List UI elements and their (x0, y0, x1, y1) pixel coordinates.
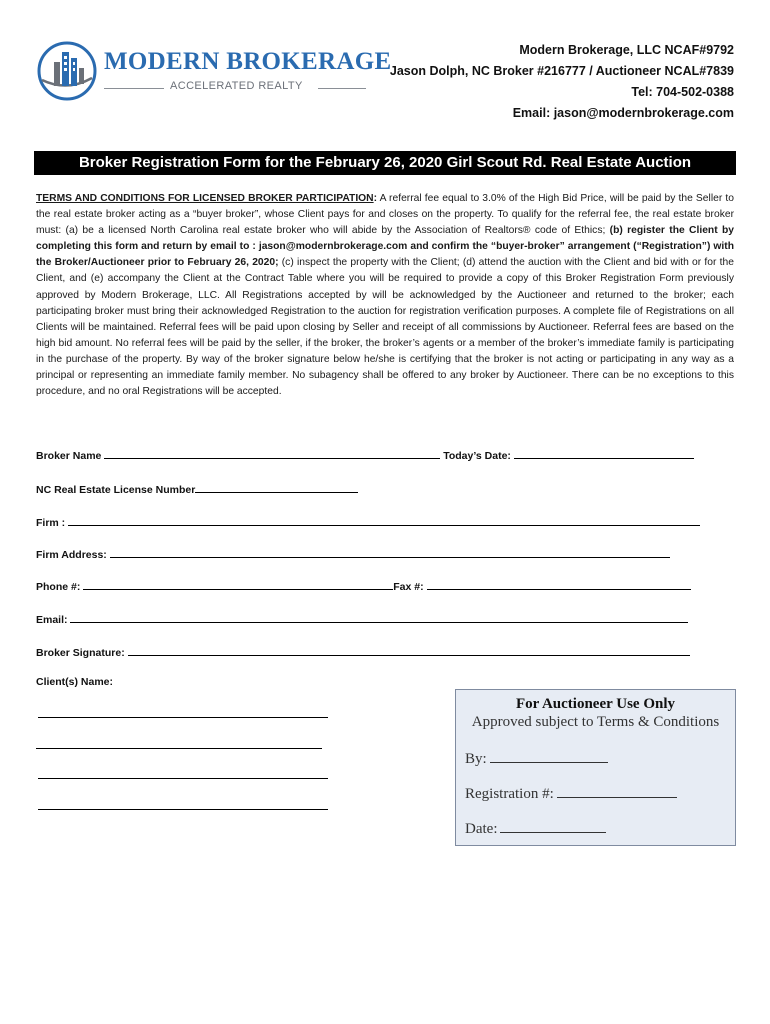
firm-address-label: Firm Address: (36, 549, 107, 561)
auctioneer-box-subtitle: Approved subject to Terms & Conditions (471, 714, 720, 730)
logo-tagline-row (104, 80, 366, 96)
firm-field[interactable] (68, 515, 700, 526)
email-field[interactable] (70, 612, 688, 623)
fax-label: Fax #: (393, 581, 424, 593)
logo-wordmark: MODERN BROKERAGE (104, 48, 392, 75)
signature-field[interactable] (128, 645, 690, 656)
clients-label-row (36, 676, 113, 688)
email-line: Email: jason@modernbrokerage.com (512, 106, 734, 120)
broker-name-label: Broker Name (36, 450, 102, 462)
logo-rule-right (318, 88, 366, 89)
registration-number-label: Registration #: (465, 786, 554, 802)
form-title: Broker Registration Form for the February 26, 2020 Girl Scout Rd. Real Estate Auction (34, 151, 736, 175)
terms-heading-colon: : (373, 193, 378, 204)
firm-label: Firm : (36, 517, 66, 529)
firm-address-field[interactable] (110, 547, 670, 558)
approved-by-row (465, 750, 608, 768)
company-logo (36, 40, 392, 102)
todays-date-field[interactable] (514, 448, 694, 459)
license-label: NC Real Estate License Number (36, 484, 196, 496)
approval-date-label: Date: (465, 821, 498, 837)
terms-text-part2: (c) inspect the property with the Client; (d) attend the auction with the Client and bid with or for the Client, and (e) accompany the Client at the Contract Table where you will be required to provide a copy of this Broker Registration Form previously approved by Modern Brokerage, LLC. All Registrations accepted by will be acknowledged by the Auctioneer and returned to the broker; each participating broker must bring their acknowledged Registration to the auction for registration verification purposes. A complete file of Registrations on all Clients will be maintained. Referral fees will be paid upon closing by Seller and receipt of all commissions by Auctioneer. Referral fees are based on the high bid amount. No referral fees will be paid by the seller, if the broker, the broker’s agents or a member of the broker’s immediate family is participating in the purchase of the property. By way of the broker signature below he/she is certifying that the broker is not acting or participating in any way as a principal or representing an immediate family member. No subagency shall be offered to any broker by Auctioneer. There can be no exceptions to this procedure, and no oral Registrations will be accepted. (36, 257, 734, 398)
firm-address-row (36, 547, 670, 561)
client-name-field-2[interactable] (36, 748, 322, 749)
signature-label: Broker Signature: (36, 647, 125, 659)
firm-row (36, 515, 700, 529)
phone-fax-row (36, 579, 691, 593)
registration-number-row (465, 785, 677, 803)
license-field[interactable] (195, 482, 358, 493)
terms-heading: TERMS AND CONDITIONS FOR LICENSED BROKER PARTICIPATION (36, 193, 374, 204)
terms-text-bold: (b) register the Client by completing this form and return by email to : jason@modernbrokerage.com and confirm the “buyer-broker” arrangement (“Registration”) with the Broker/Auctioneer prior to February 26, 2020; (36, 225, 734, 269)
building-globe-icon (36, 40, 98, 102)
broker-license-line: Jason Dolph, NC Broker #216777 / Auctioneer NCAL#7839 (389, 64, 734, 78)
email-label: Email: (36, 614, 68, 626)
broker-name-field[interactable] (104, 448, 440, 459)
registration-number-field[interactable] (557, 785, 677, 798)
signature-row (36, 645, 690, 659)
phone-label: Phone #: (36, 581, 81, 593)
approval-date-row (465, 820, 606, 838)
clients-label: Client(s) Name: (36, 676, 114, 688)
phone-field[interactable] (83, 579, 393, 590)
terms-text-part1: A referral fee equal to 3.0% of the High Bid Price, will be paid by the Seller to the real estate broker acting as a “buyer broker”, whose Client pays for and closes on the property. To qualify for the referral fee, the real estate broker must: (a) be a licensed North Carolina real estate broker who will abide by the Association of Realtors® code of Ethics; (36, 193, 734, 237)
auctioneer-box-title: For Auctioneer Use Only (515, 696, 676, 712)
telephone-line: Tel: 704-502-0388 (631, 85, 734, 99)
approval-date-field[interactable] (500, 820, 606, 833)
company-license-line: Modern Brokerage, LLC NCAF#9792 (519, 43, 734, 57)
logo-tagline: ACCELERATED REALTY (170, 80, 303, 92)
contact-info (390, 40, 734, 124)
logo-rule-left (104, 88, 164, 89)
approved-by-field[interactable] (490, 750, 608, 763)
license-row (36, 482, 358, 496)
client-name-field-4[interactable] (38, 809, 328, 810)
todays-date-label: Today’s Date: (443, 450, 511, 462)
broker-name-row (36, 448, 694, 462)
auctioneer-use-box (455, 689, 736, 846)
terms-paragraph (36, 191, 734, 400)
approved-by-label: By: (465, 751, 487, 767)
fax-field[interactable] (427, 579, 691, 590)
client-name-field-1[interactable] (38, 717, 328, 718)
client-name-field-3[interactable] (38, 778, 328, 779)
email-row (36, 612, 688, 626)
